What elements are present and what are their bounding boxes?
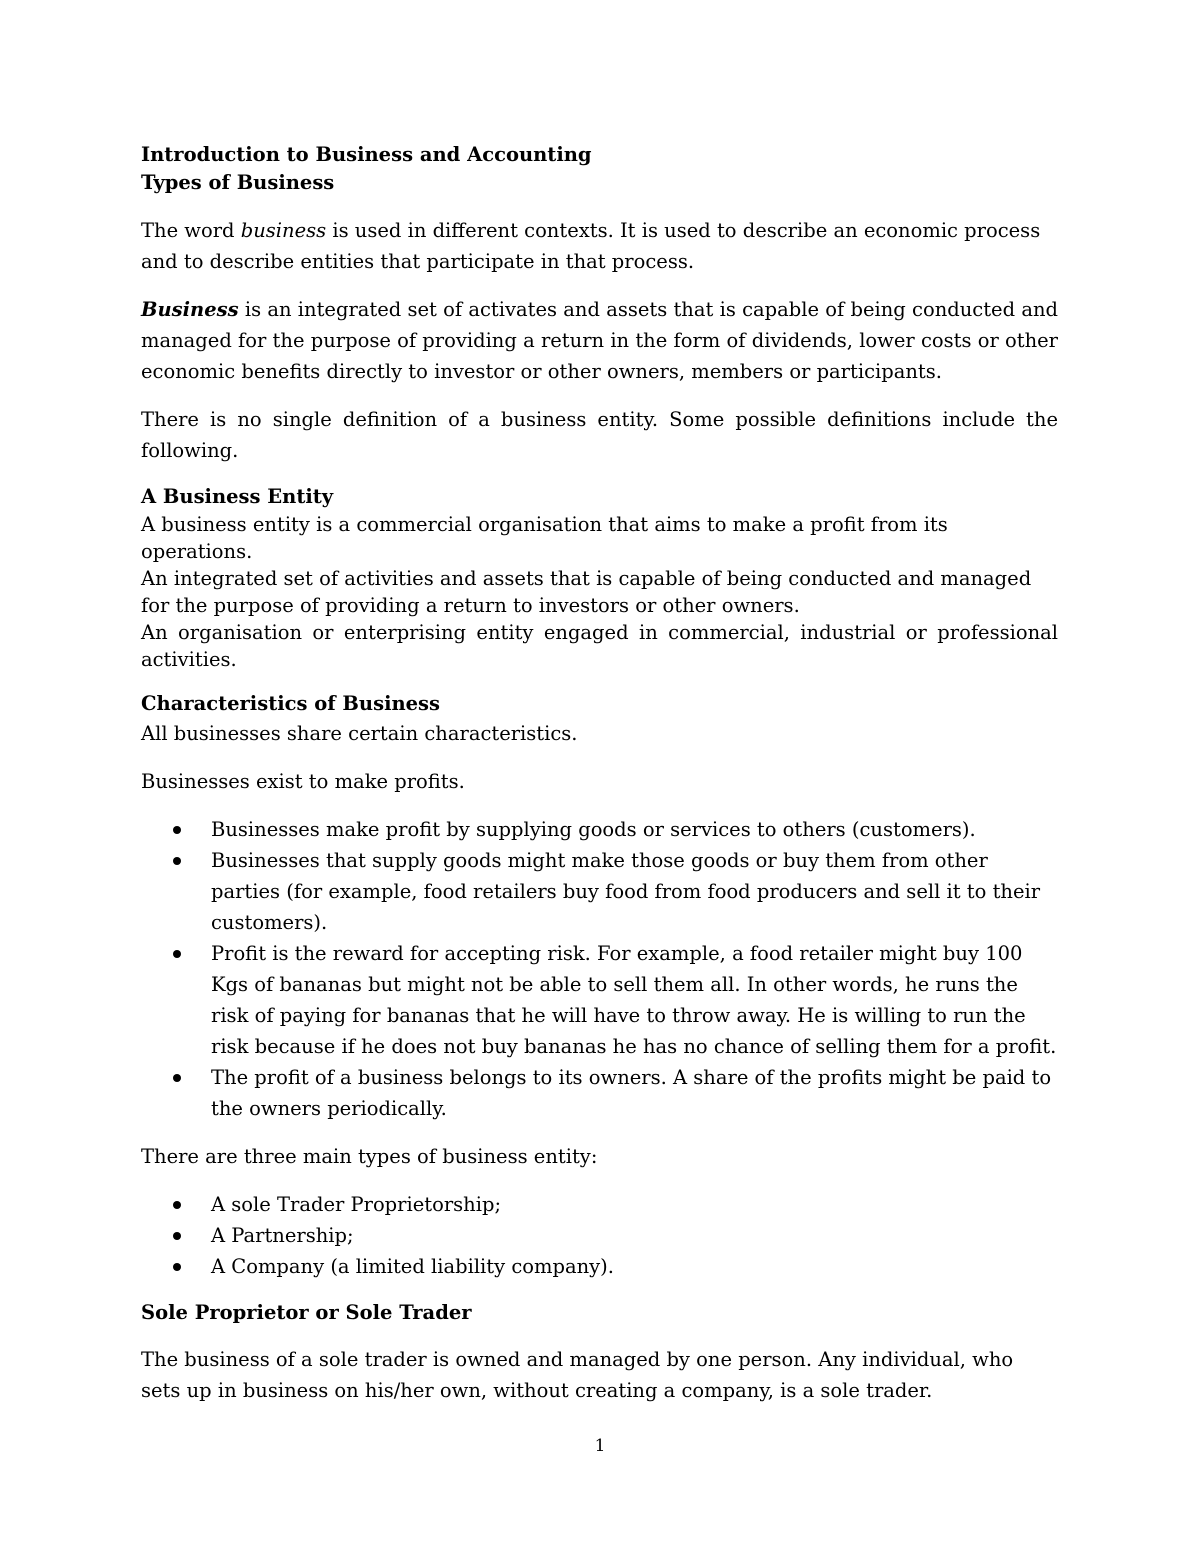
list-item-text: Businesses make profit by supplying goods or services to others (customers).	[211, 818, 976, 841]
bullet-icon	[173, 1232, 181, 1240]
sole-trader-paragraph: The business of a sole trader is owned and managed by one person. Any individual, who sets up in business on his/her own, without creating a company, is a sole trader.	[141, 1348, 1014, 1402]
characteristics-line: All businesses share certain characteristics.	[141, 722, 578, 745]
list-item	[141, 938, 1058, 1062]
types-intro-line: There are three main types of business entity:	[141, 1145, 598, 1168]
bullet-icon	[173, 857, 181, 865]
list-item-text: Profit is the reward for accepting risk. For example, a food retailer might buy 100 Kgs of bananas but might not be able to sell them all. In other words, he runs the risk of paying for bananas that he will have to throw away. He is willing to run the risk because if he does not buy bananas he has no chance of selling them for a profit.	[211, 942, 1057, 1058]
bullet-icon	[173, 1263, 181, 1271]
bullet-icon	[173, 1201, 181, 1209]
list-item-text: Businesses that supply goods might make those goods or buy them from other parties (for example, food retailers buy food from food producers and sell it to their customers).	[211, 849, 1041, 934]
business-entity-line: An organisation or enterprising entity engaged in commercial, industrial or professional activities.	[141, 621, 1058, 671]
title-block	[141, 141, 1058, 197]
list-item	[141, 814, 1058, 845]
characteristics-heading: Characteristics of Business	[141, 692, 441, 715]
list-item	[141, 1189, 1058, 1220]
list-item-text: A sole Trader Proprietorship;	[211, 1193, 502, 1216]
list-item	[141, 845, 1058, 938]
business-entity-line: An integrated set of activities and assets that is capable of being conducted and managed for the purpose of providing a return to investors or other owners.	[141, 567, 1032, 617]
list-item	[141, 1062, 1058, 1124]
no-single-definition-paragraph: There is no single definition of a business entity. Some possible definitions include the following.	[141, 408, 1058, 462]
list-item-text: A Company (a limited liability company).	[211, 1255, 614, 1278]
intro-italic-term: business	[240, 219, 327, 242]
business-types-list	[141, 1189, 1058, 1282]
bullet-icon	[173, 950, 181, 958]
list-item-text: A Partnership;	[211, 1224, 354, 1247]
document-title: Introduction to Business and Accounting	[141, 143, 592, 166]
sole-trader-heading: Sole Proprietor or Sole Trader	[141, 1301, 472, 1324]
bullet-icon	[173, 826, 181, 834]
intro-text-start: The word	[141, 219, 241, 242]
page-content	[141, 141, 1058, 1423]
document-subtitle: Types of Business	[141, 171, 335, 194]
intro-paragraph	[141, 215, 1058, 277]
characteristics-bullet-list	[141, 814, 1058, 1124]
definition-paragraph	[141, 294, 1058, 387]
businesses-exist-line: Businesses exist to make profits.	[141, 770, 465, 793]
business-entity-line: A business entity is a commercial organisation that aims to make a profit from its operations.	[141, 513, 948, 563]
business-entity-heading: A Business Entity	[141, 485, 334, 508]
bullet-icon	[173, 1074, 181, 1082]
intro-text-end: is used in different contexts. It is used to describe an economic process and to describe entities that participate in that process.	[141, 219, 1041, 273]
list-item-text: The profit of a business belongs to its owners. A share of the profits might be paid to the owners periodically.	[211, 1066, 1052, 1120]
page-number: 1	[594, 1436, 606, 1456]
list-item	[141, 1220, 1058, 1251]
definition-text: is an integrated set of activates and assets that is capable of being conducted and managed for the purpose of providing a return in the form of dividends, lower costs or other economic benefits directly to investor or other owners, members or participants.	[141, 298, 1058, 383]
definition-term: Business	[141, 298, 239, 321]
list-item	[141, 1251, 1058, 1282]
